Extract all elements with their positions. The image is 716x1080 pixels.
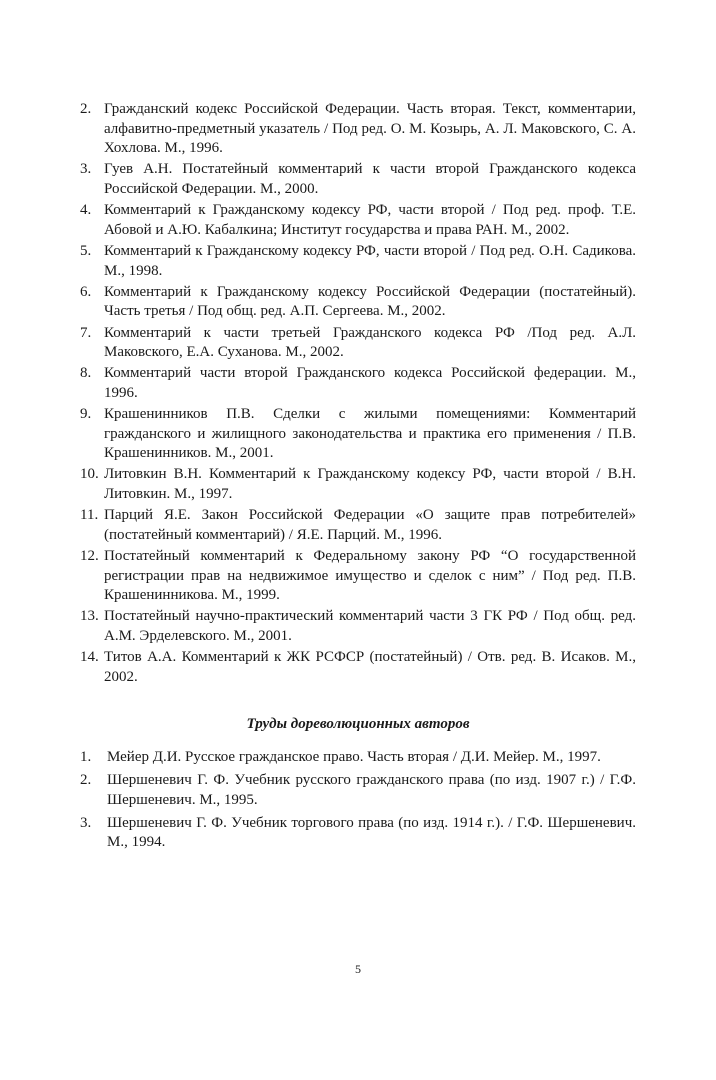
item-text: Постатейный комментарий к Федеральному закону РФ “О государственной регистрации прав на недвижимое имущество и сделок с ним” / Под ред. П.В. Крашенинникова. М., 1999. (104, 548, 636, 604)
item-number: 3. (80, 814, 92, 831)
item-text: Постатейный научно-практический комментарий части 3 ГК РФ / Под общ. ред. А.М. Эрделевского. М., 2001. (104, 608, 636, 644)
item-number: 6. (80, 283, 92, 300)
item-number: 2. (80, 101, 92, 117)
list-item (80, 201, 636, 240)
list-item (80, 748, 636, 768)
list-item (80, 771, 636, 810)
item-number: 9. (80, 406, 92, 423)
item-number: 8. (80, 365, 92, 382)
section-heading: Труды дореволюционных авторов (246, 716, 470, 732)
item-text: Гуев А.Н. Постатейный комментарий к части второй Гражданского кодекса Российской Федерации. М., 2000. (104, 161, 636, 197)
item-text: Мейер Д.И. Русское гражданское право. Часть вторая / Д.И. Мейер. М., 1997. (107, 749, 601, 765)
item-number: 12. (80, 548, 99, 564)
list-item (80, 814, 636, 853)
item-number: 14. (80, 649, 99, 666)
list-item (80, 242, 636, 281)
list-item (80, 465, 636, 504)
item-number: 5. (80, 242, 92, 259)
list-item (80, 547, 636, 606)
item-text: Комментарий к Гражданскому кодексу РФ, части второй / Под ред. О.Н. Садикова. М., 1998. (104, 242, 636, 279)
list-item (80, 324, 636, 363)
item-text: Комментарий к Гражданскому кодексу РФ, части второй / Под ред. проф. Т.Е. Абовой и А.Ю. Кабалкина; Институт государства и права РАН. М., 2002. (104, 202, 636, 238)
item-text: Комментарий части второй Гражданского кодекса Российской федерации. М., 1996. (104, 365, 636, 401)
item-text: Парций Я.Е. Закон Российской Федерации «О защите прав потребителей» (постатейный комментарий) / Я.Е. Парций. М., 1996. (104, 507, 636, 543)
item-text: Титов А.А. Комментарий к ЖК РСФСР (постатейный) / Отв. ред. В. Исаков. М., 2002. (104, 649, 636, 685)
list-item (80, 160, 636, 199)
list-item (80, 607, 636, 646)
item-number: 11. (80, 507, 99, 524)
item-text: Шершеневич Г. Ф. Учебник торгового права (по изд. 1914 г.). / Г.Ф. Шершеневич. М., 1994. (107, 814, 636, 851)
list-item (80, 405, 636, 464)
list-item (80, 648, 636, 687)
item-number: 13. (80, 608, 99, 625)
item-text: Крашенинников П.В. Сделки с жилыми помещениями: Комментарий гражданского и жилищного законодательства и практика его применения / П.В. Крашенинников. М., 2001. (104, 406, 636, 462)
list-item (80, 506, 636, 545)
item-text: Комментарий к Гражданскому кодексу Российской Федерации (постатейный). Часть третья / Под общ. ред. А.П. Сергеева. М., 2002. (104, 283, 636, 320)
list-item (80, 283, 636, 322)
list-item (80, 364, 636, 403)
item-number: 10. (80, 466, 99, 483)
item-text: Литовкин В.Н. Комментарий к Гражданскому кодексу РФ, части второй / В.Н. Литовкин. М., 1997. (104, 466, 636, 503)
item-number: 4. (80, 202, 92, 219)
page-number: 5 (355, 962, 361, 976)
prerevolutionary-authors-list (80, 748, 636, 856)
references-list (80, 100, 636, 689)
item-text: Шершеневич Г. Ф. Учебник русского гражданского права (по изд. 1907 г.) / Г.Ф. Шершеневич. М., 1995. (107, 772, 636, 808)
list-item (80, 100, 636, 159)
item-text: Гражданский кодекс Российской Федерации. Часть вторая. Текст, комментарии, алфавитно-предметный указатель / Под ред. О. М. Козырь, А. Л. Маковского, С. А. Хохлова. М., 1996. (104, 101, 636, 157)
item-number: 1. (80, 749, 92, 765)
item-text: Комментарий к части третьей Гражданского кодекса РФ /Под ред. А.Л. Маковского, Е.А. Суханова. М., 2002. (104, 324, 636, 361)
item-number: 7. (80, 324, 92, 341)
item-number: 3. (80, 161, 92, 178)
item-number: 2. (80, 772, 92, 789)
